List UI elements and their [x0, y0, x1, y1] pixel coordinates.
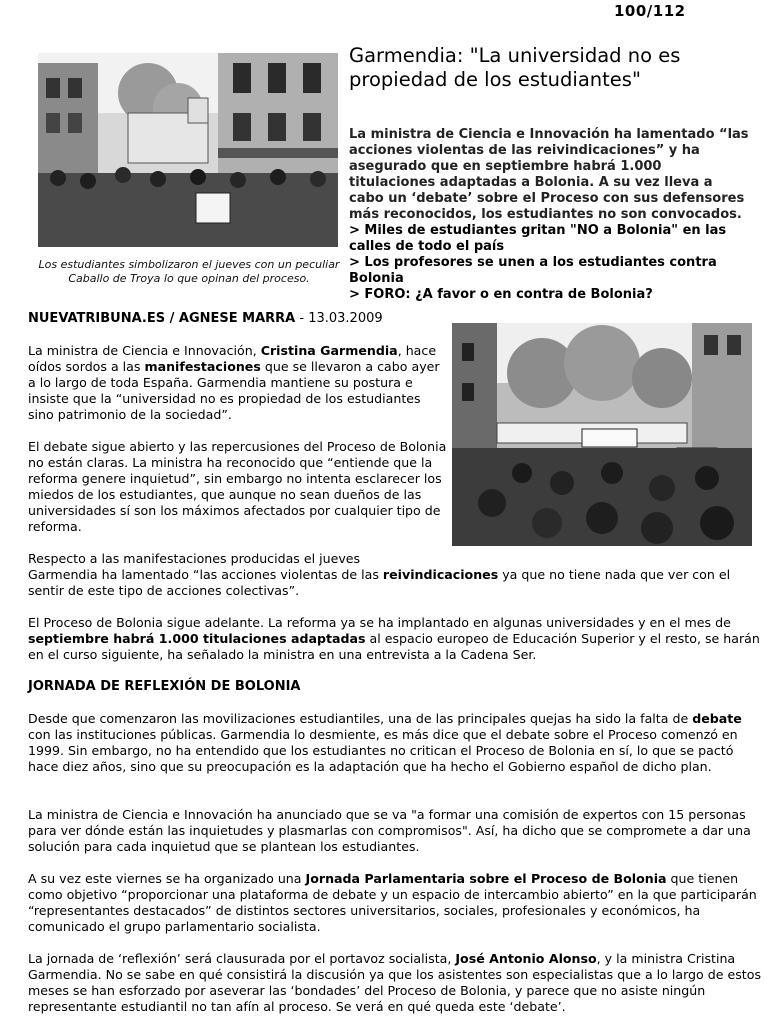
related-link[interactable]: > FORO: ¿A favor o en contra de Bolonia?	[349, 287, 653, 302]
highlight-term: Jornada Parlamentaria sobre el Proceso de Bolonia	[305, 871, 667, 886]
byline	[28, 311, 383, 327]
related-links	[349, 223, 759, 303]
text-span: , hace oídos sordos a las	[28, 343, 437, 374]
paragraph-3	[28, 551, 763, 599]
paragraph-8	[28, 951, 763, 1015]
page-number: 100/112	[614, 2, 686, 20]
paragraph-2: El debate sigue abierto y las repercusiones del Proceso de Bolonia no están claras. La ministra ha reconocido que “entiende que la reforma genere inquietud”, sin embargo no intenta esclarecer los miedos de los estudiantes, que aunque no sean dueños de las universidades sí son los máximos afectados por cualquier tipo de reforma.	[28, 439, 447, 534]
highlight-term: septiembre habrá 1.000 titulaciones adaptadas	[28, 631, 366, 646]
text-span: con las instituciones públicas. Garmendia lo desmiente, es más dice que el debate sobre el Proceso comenzó en 1999. Sin embargo, no ha entendido que los estudiantes no critican el Proceso de Bolonia en sí, lo que se pactó hace diez años, sino que su preocupación es la adaptación que ha hecho el Gobierno español de dicho plan.	[28, 727, 738, 774]
text-span: A su vez este viernes se ha organizado una	[28, 871, 306, 886]
photo-caption: Los estudiantes simbolizaron el jueves con un peculiar Caballo de Troya lo que opinan del proceso.	[38, 258, 340, 285]
highlight-term: reivindicaciones	[382, 567, 499, 582]
text-span: El Proceso de Bolonia sigue adelante. La reforma ya se ha implantado en algunas universidades y en el mes de	[28, 615, 731, 630]
byline-date: 13.03.2009	[308, 311, 383, 326]
text-span: , y la ministra Cristina Garmendia. No se sabe en qué consistirá la discusión ya que los asistentes son especialistas que a lo largo de estos meses se han esforzado por aseverar las ‘bondades’ del Proceso de Bolonia, y parece que no asiste ningún representante estudiantil no tan afín al proceso. Se verá en qué queda este ‘debate’.	[28, 951, 762, 1014]
byline-separator: -	[295, 311, 309, 326]
text-span: Desde que comenzaron las movilizaciones estudiantiles, una de las principales quejas ha sido la falta de	[28, 711, 693, 726]
byline-source: NUEVATRIBUNA.ES / AGNESE MARRA	[28, 311, 296, 326]
related-link[interactable]: > Los profesores se unen a los estudiantes contra Bolonia	[349, 255, 717, 286]
lead-paragraph: La ministra de Ciencia e Innovación ha lamentado “las acciones violentas de las reivindicaciones” y ha asegurado que en septiembre habrá 1.000 titulaciones adaptadas a Bolonia. A su vez lleva a cabo un ‘debate’ sobre el Proceso con sus defensores más reconocidos, los estudiantes no son convocados.	[349, 127, 749, 222]
text-span: ya que no tiene nada que ver con el sentir de este tipo de acciones colectivas”.	[28, 567, 731, 598]
text-span: que tienen como objetivo “proporcionar una plataforma de debate y un espacio de intercambio abierto” en la que participarán “representantes destacados” de distintos sectores universitarios, sociales, profesionales y económicos, ha comunicado el grupo parlamentario socialista.	[28, 871, 757, 934]
paragraph-4	[28, 615, 763, 663]
text-span: que se llevaron a cabo ayer a lo largo de toda España. Garmendia mantiene su postura e insiste que la “universidad no es propiedad de los estudiantes sino patrimonio de la sociedad”.	[28, 359, 440, 422]
text-span: al espacio europeo de Educación Superior y el resto, se harán en el curso siguiente, ha señalado la ministra en una entrevista a la Cadena Ser.	[28, 631, 760, 662]
related-link[interactable]: > Miles de estudiantes gritan "NO a Bolonia" en las calles de todo el país	[349, 223, 727, 254]
text-span: Garmendia ha lamentado “las acciones violentas de las	[28, 567, 383, 582]
headline: Garmendia: "La universidad no es propiedad de los estudiantes"	[349, 44, 681, 91]
highlight-name: Cristina Garmendia	[260, 343, 398, 358]
paragraph-5	[28, 711, 763, 775]
highlight-name: José Antonio Alonso	[455, 951, 597, 966]
paragraph-6: La ministra de Ciencia e Innovación ha anunciado que se va "a formar una comisión de expertos con 15 personas para ver dónde están las inquietudes y plasmarlas con compromisos". Así, ha dicho que se compromete a dar una solución para cada inquietud que se plantean los estudiantes.	[28, 807, 751, 854]
section-title: JORNADA DE REFLEXIÓN DE BOLONIA	[28, 679, 301, 694]
text-span: Respecto a las manifestaciones producidas el jueves	[28, 551, 361, 566]
paragraph-7	[28, 871, 763, 935]
text-span: La jornada de ‘reflexión’ será clausurada por el portavoz socialista,	[28, 951, 456, 966]
highlight-term: debate	[692, 711, 742, 726]
protest-photo-crowd	[452, 323, 752, 546]
protest-photo-top	[38, 53, 338, 247]
paragraph-1	[28, 343, 448, 423]
text-span: La ministra de Ciencia e Innovación,	[28, 343, 261, 358]
highlight-term: manifestaciones	[144, 359, 261, 374]
